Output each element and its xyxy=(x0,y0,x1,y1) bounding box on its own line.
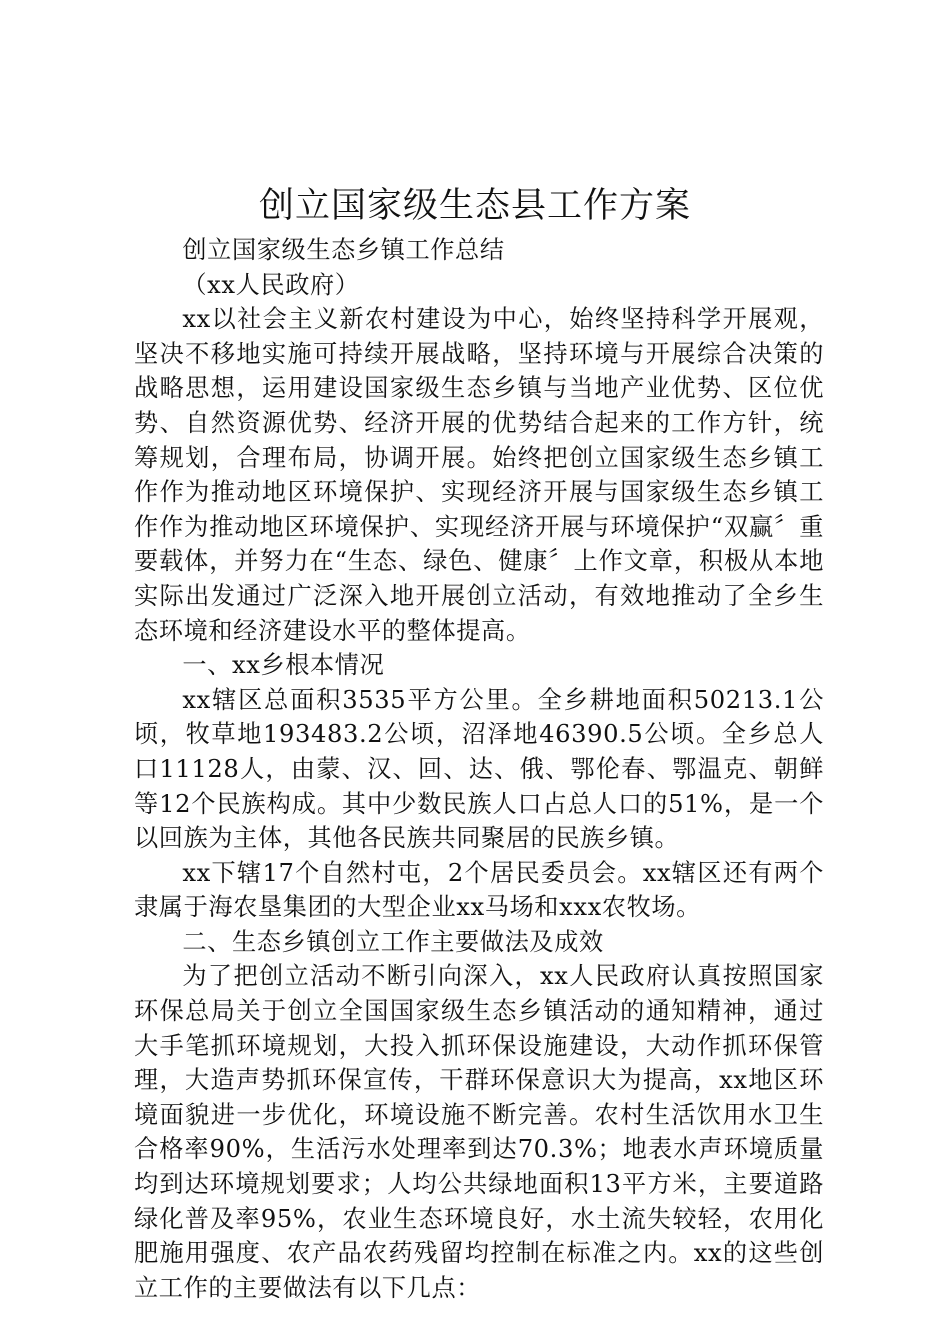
paragraph-basic-info: xx辖区总面积3535平方公里。全乡耕地面积50213.1公顷，牧草地193483.2公顷，沼泽地46390.5公顷。全乡总人口11128人，由蒙、汉、回、达、俄、鄂伦春、鄂温克、朝鲜等12个民族构成。其中少数民族人口占总人口的51%，是一个以回族为主体，其他各民族共同聚居的民族乡镇。 xyxy=(134,685,824,853)
paragraph-intro: xx以社会主义新农村建设为中心，始终坚持科学开展观，坚决不移地实施可持续开展战略，坚持环境与开展综合决策的战略思想，运用建设国家级生态乡镇与当地产业优势、区位优势、自然资源优势、经济开展的优势结合起来的工作方针，统筹规划，合理布局，协调开展。始终把创立国家级生态乡镇工作作为推动地区环境保护、实现经济开展与国家级生态乡镇工作作为推动地区环境保护、实现经济开展与环境保护“双赢〞重要载体，并努力在“生态、绿色、健康〞上作文章，积极从本地实际出发通过广泛深入地开展创立活动，有效地推动了全乡生态环境和经济建设水平的整体提高。 xyxy=(134,305,824,645)
paragraph-measures: 为了把创立活动不断引向深入，xx人民政府认真按照国家环保总局关于创立全国国家级生态乡镇活动的通知精神，通过大手笔抓环境规划，大投入抓环保设施建设，大动作抓环保管理，大造声势抓环保宣传，干群环保意识大为提高，xx地区环境面貌进一步优化，环境设施不断完善。农村生活饮用水卫生合格率90%，生活污水处理率到达70.3%；地表水声环境质量均到达环境规划要求；人均公共绿地面积13平方米，主要道路绿化普及率95%，农业生态环境良好，水土流失较轻，农用化肥施用强度、农产品农药残留均控制在标准之内。xx的这些创立工作的主要做法有以下几点： xyxy=(134,962,824,1302)
section-heading-1: 一、xx乡根本情况 xyxy=(182,651,385,680)
document-author: （xx人民政府） xyxy=(182,270,360,299)
document-body xyxy=(134,233,824,1305)
document-subtitle: 创立国家级生态乡镇工作总结 xyxy=(182,236,505,264)
document-title: 创立国家级生态县工作方案 xyxy=(258,186,691,226)
paragraph-villages: xx下辖17个自然村屯，2个居民委员会。xx辖区还有两个隶属于海农垦集团的大型企业xx马场和xxx农牧场。 xyxy=(134,858,824,922)
section-heading-2: 二、生态乡镇创立工作主要做法及成效 xyxy=(182,927,604,956)
